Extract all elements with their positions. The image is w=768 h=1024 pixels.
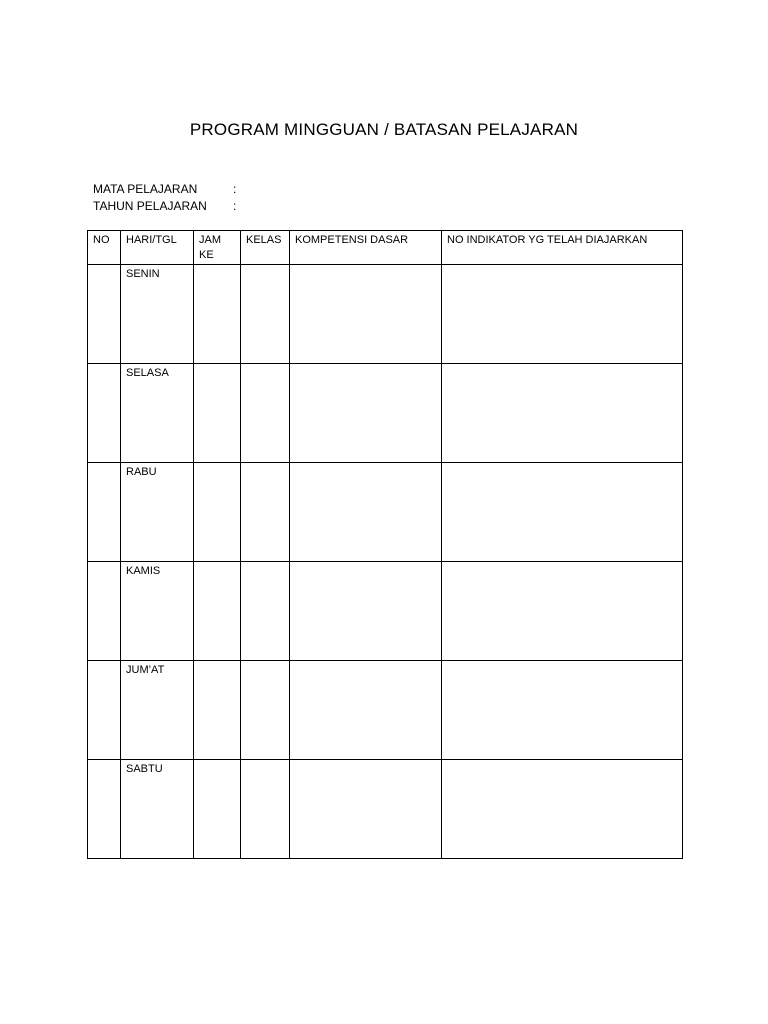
year-field (93, 199, 236, 213)
cell-jam (194, 661, 241, 760)
table-row (88, 562, 683, 661)
cell-jam (194, 364, 241, 463)
cell-indikator (442, 562, 683, 661)
cell-kelas (241, 562, 290, 661)
cell-day: JUM’AT (121, 661, 194, 760)
cell-no (88, 661, 121, 760)
cell-kompetensi (290, 364, 442, 463)
table-row (88, 760, 683, 859)
cell-indikator (442, 265, 683, 364)
cell-kompetensi (290, 661, 442, 760)
year-label: TAHUN PELAJARAN (93, 199, 207, 213)
weekly-program-table (87, 230, 683, 859)
cell-jam (194, 265, 241, 364)
table-row (88, 364, 683, 463)
subject-colon: : (233, 182, 237, 196)
document-title: PROGRAM MINGGUAN / BATASAN PELAJARAN (189, 120, 579, 139)
header-kompetensi-dasar: KOMPETENSI DASAR (290, 231, 442, 265)
cell-day: RABU (121, 463, 194, 562)
cell-kelas (241, 463, 290, 562)
subject-label: MATA PELAJARAN (93, 182, 198, 196)
table-header-row (88, 231, 683, 265)
header-no: NO (88, 231, 121, 265)
cell-kompetensi (290, 760, 442, 859)
year-colon: : (233, 199, 237, 213)
cell-jam (194, 760, 241, 859)
header-indikator: NO INDIKATOR YG TELAH DIAJARKAN (442, 231, 683, 265)
cell-no (88, 463, 121, 562)
cell-day: SABTU (121, 760, 194, 859)
cell-indikator (442, 760, 683, 859)
cell-kelas (241, 265, 290, 364)
cell-indikator (442, 463, 683, 562)
cell-indikator (442, 364, 683, 463)
cell-day: SELASA (121, 364, 194, 463)
table-row (88, 265, 683, 364)
cell-no (88, 562, 121, 661)
cell-no (88, 364, 121, 463)
cell-jam (194, 562, 241, 661)
header-kelas: KELAS (241, 231, 290, 265)
table-row (88, 661, 683, 760)
cell-kelas (241, 661, 290, 760)
header-hari-tgl: HARI/TGL (121, 231, 194, 265)
cell-day: SENIN (121, 265, 194, 364)
subject-field (93, 182, 236, 196)
cell-kompetensi (290, 463, 442, 562)
cell-kompetensi (290, 562, 442, 661)
table-row (88, 463, 683, 562)
cell-kelas (241, 364, 290, 463)
cell-kelas (241, 760, 290, 859)
cell-day: KAMIS (121, 562, 194, 661)
cell-no (88, 760, 121, 859)
cell-kompetensi (290, 265, 442, 364)
header-jam-ke: JAM KE (194, 231, 241, 265)
cell-no (88, 265, 121, 364)
cell-indikator (442, 661, 683, 760)
cell-jam (194, 463, 241, 562)
